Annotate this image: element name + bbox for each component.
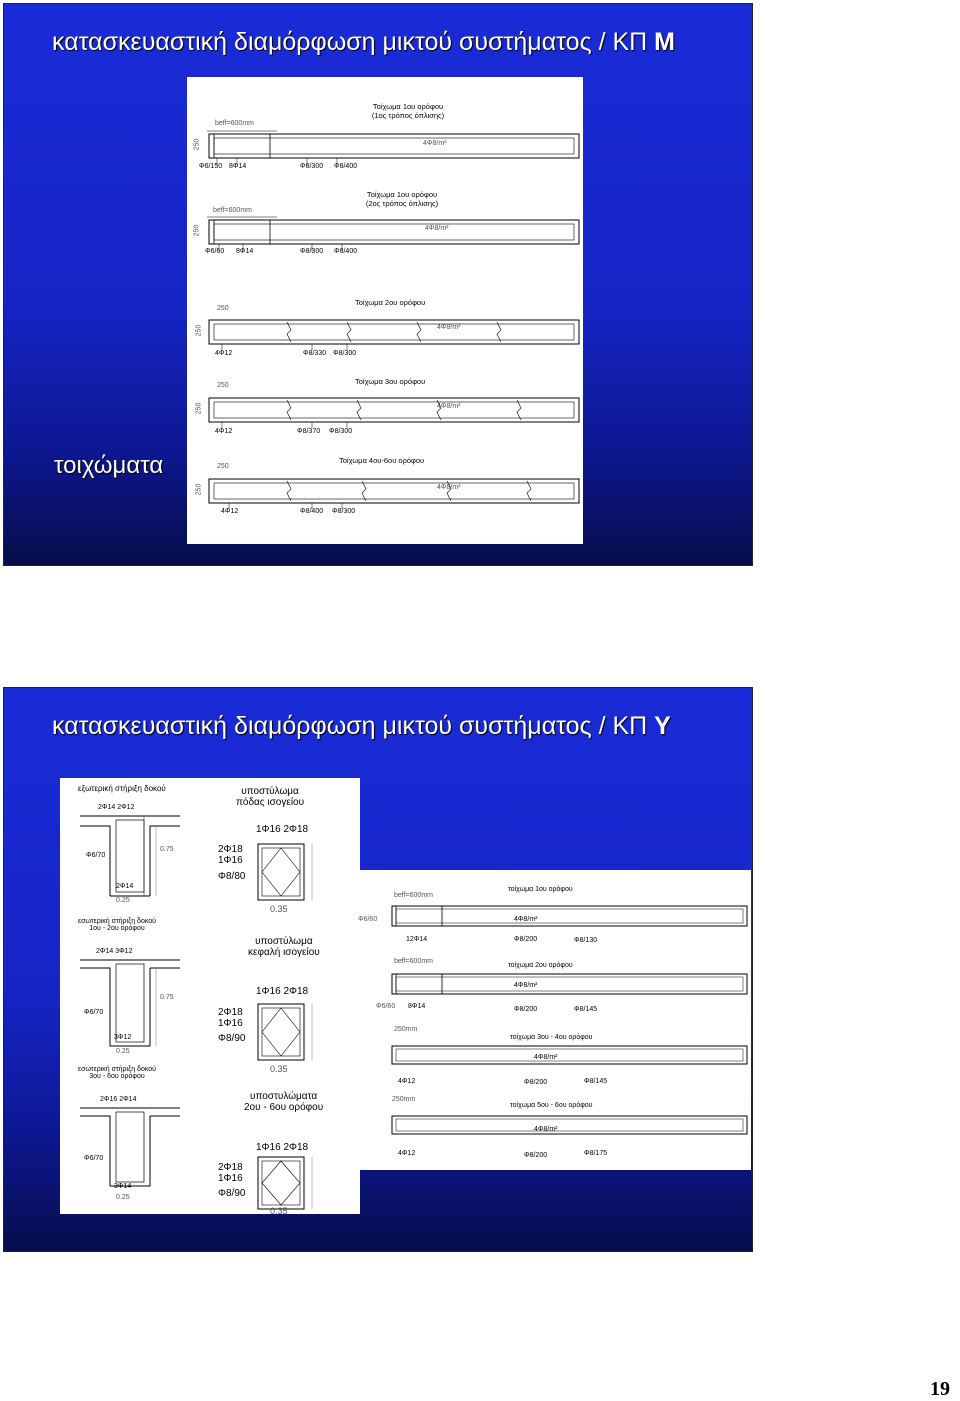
wall1-label-3: Φ8/300 [300,163,324,170]
wall-3-width: 250mm [394,1026,418,1033]
wall-2-beff: beff=600mm [394,958,433,965]
beam-support-1-stirrup: Φ6/70 [86,852,106,859]
beam-supports-panel [60,778,200,1214]
wall1-drawing [187,77,583,177]
column-2-stirrup: Φ8/90 [218,1033,246,1044]
slide-title-axis: Υ [654,712,671,740]
column-2-side1: 2Φ18 [218,1007,243,1018]
wall1-label-1: Φ6/150 [199,163,223,170]
wall2-mesh: 4Φ8/m² [425,225,449,232]
beam-support-3-dim-w: 0.25 [116,1194,130,1201]
wall-1-stirrup-end: Φ6/60 [358,916,378,923]
wall5-mesh: 4Φ8/m² [437,484,461,491]
beam-support-2-top-bars: 2Φ14 3Φ12 [96,948,133,955]
column-1-bars-top: 1Φ16 2Φ18 [256,824,309,835]
wall2-label-3: Φ8/300 [300,248,324,255]
wall1-label-4: Φ8/400 [334,163,358,170]
wall-2-label-1: 8Φ14 [408,1003,426,1010]
wall4-thickness: 250 [195,402,203,415]
wall-1-drawing [356,898,751,958]
column-3-title: υποστυλώματα 2ου - 6ου ορόφου [244,1091,324,1113]
wall4-width: 250 [217,382,229,389]
wall-3-mesh: 4Φ8/m² [534,1054,558,1061]
slide-title [52,28,675,57]
walls-panel [356,870,751,1170]
wall-3-label-3: Φ8/145 [584,1078,608,1085]
wall-1-mesh: 4Φ8/m² [514,916,538,923]
wall3-width: 250 [217,305,229,312]
wall5-title: Τοίχωμα 4ου-6ου ορόφου [339,456,425,465]
wall2-label-4: Φ8/400 [334,248,358,255]
wall1-mesh: 4Φ8/m² [423,140,447,147]
wall4-drawing [187,380,583,460]
column-2-title: υποστύλωμα κεφαλή ισογείου [248,936,320,958]
column-3-side2: 1Φ16 [218,1173,243,1184]
beam-support-1-title: εξωτερική στήριξη δοκού [78,784,166,793]
wall5-drawing [187,462,583,542]
wall-3-title: τοίχωμα 3ου - 4ου ορόφου [510,1034,593,1041]
slide-wall-reinforcement-m [3,3,753,566]
wall3-label-1: 4Φ12 [215,350,233,357]
beam-support-2-bottom: 3Φ12 [114,1034,132,1041]
wall1-title-line1: Τοίχωμα 1ου ορόφου [372,102,444,111]
column-3-dim: 0.35 [270,1206,288,1216]
wall4-label-1: 4Φ12 [215,428,233,435]
column-1-stirrup: Φ8/80 [218,871,246,882]
wall-3-drawing [356,1040,751,1076]
wall-3-label-1: 4Φ12 [398,1078,416,1085]
side-label-walls: τοιχώματα [54,452,164,479]
column-1-side1: 2Φ18 [218,844,243,855]
wall4-label-3: Φ8/300 [329,428,353,435]
page-number: 19 [930,1378,950,1400]
wall-2-label-3: Φ8/145 [574,1006,598,1013]
beam-support-3-title: εσωτερική στήριξη δοκού 3ου - 6ου ορόφου [78,1066,156,1080]
beam-support-2-title: εσωτερική στήριξη δοκού 1ου - 2ου ορόφου [78,918,156,932]
wall5-label-2: Φ8/400 [300,508,324,515]
wall-4-label-3: Φ8/175 [584,1150,608,1157]
wall-1-title: τοίχωμα 1ου ορόφου [508,886,573,893]
column-2-bars-top: 1Φ16 2Φ18 [256,986,309,997]
wall-4-drawing [356,1110,751,1150]
wall2-thickness: 250 [193,224,201,237]
wall-1-label-1: 12Φ14 [406,936,428,943]
slide-reinforcement-y [3,687,753,1252]
column-3-stirrup: Φ8/90 [218,1188,246,1199]
wall-2-drawing [356,966,751,1006]
slide-title-text: κατασκευαστική διαμόρφωση μικτού συστήματος / ΚΠ [52,28,648,56]
wall-4-mesh: 4Φ8/m² [534,1126,558,1133]
beam-support-3-stirrup: Φ6/70 [84,1155,104,1162]
wall3-mesh: 4Φ8/m² [437,324,461,331]
wall-4-width: 250mm [392,1096,416,1103]
beam-support-2-dim-h: 0.75 [160,994,174,1001]
wall2-beff: beff=600mm [213,207,252,214]
column-3-bars-top: 1Φ16 2Φ18 [256,1142,309,1153]
beam-support-3-bottom: 3Φ14 [114,1183,132,1190]
wall5-thickness: 250 [195,483,203,496]
wall3-drawing [187,302,583,382]
slide-title [52,712,671,741]
wall1-label-2: 8Φ14 [229,163,247,170]
wall3-label-2: Φ8/330 [303,350,327,357]
wall-1-beff: beff=600mm [394,892,433,899]
wall1-title-line2: (1ος τρόπος όπλισης) [371,111,445,120]
beam-support-1-bottom: 2Φ14 [116,883,134,890]
wall-2-stirrup-end: Φ6/60 [376,1003,396,1010]
wall-4-label-1: 4Φ12 [398,1150,416,1157]
wall3-title: Τοίχωμα 2ου ορόφου [355,298,426,307]
wall4-title: Τοίχωμα 3ου ορόφου [355,377,426,386]
wall-4-title: τοίχωμα 5ου - 6ου ορόφου [510,1102,593,1109]
wall-2-title: τοίχωμα 2ου ορόφου [508,962,573,969]
column-2-side2: 1Φ16 [218,1018,243,1029]
wall4-label-2: Φ8/370 [297,428,321,435]
wall5-label-3: Φ8/300 [332,508,356,515]
wall-2-label-2: Φ8/200 [514,1006,538,1013]
wall3-thickness: 250 [195,324,203,337]
beam-support-2-drawing [60,918,200,1048]
slide-title-text: κατασκευαστική διαμόρφωση μικτού συστήματος / ΚΠ [52,712,648,740]
wall-2-mesh: 4Φ8/m² [514,982,538,989]
column-3-side1: 2Φ18 [218,1162,243,1173]
wall3-label-3: Φ8/300 [333,350,357,357]
wall1-beff: beff=600mm [215,120,254,127]
beam-support-1-dim-w: 0.25 [116,897,130,904]
wall-4-label-2: Φ8/200 [524,1152,548,1159]
beam-support-3-drawing [60,1066,200,1196]
column-2-dim: 0.35 [270,1064,288,1074]
beam-support-2-stirrup: Φ6/70 [84,1009,104,1016]
beam-support-1-dim-h: 0.75 [160,846,174,853]
column-1-side2: 1Φ16 [218,855,243,866]
slide-title-axis: Μ [654,28,675,56]
column-1-dim: 0.35 [270,904,288,914]
wall5-width: 250 [217,463,229,470]
wall-drawings-panel [187,77,583,544]
wall5-label-1: 4Φ12 [221,508,239,515]
beam-support-3-top-bars: 2Φ16 2Φ14 [100,1096,137,1103]
wall2-title-line1: Τοίχωμα 1ου ορόφου [366,190,438,199]
wall4-mesh: 4Φ8/m² [437,403,461,410]
wall2-label-1: Φ6/60 [205,248,225,255]
wall-3-label-2: Φ8/200 [524,1079,548,1086]
wall1-thickness: 250 [193,138,201,151]
wall-1-label-2: Φ8/200 [514,936,538,943]
beam-support-2-dim-w: 0.25 [116,1048,130,1055]
wall-1-label-3: Φ8/130 [574,937,598,944]
wall2-label-2: 8Φ14 [236,248,254,255]
beam-support-1-top-bars: 2Φ14 2Φ12 [98,804,135,811]
beam-support-1-drawing [60,778,200,898]
columns-panel [200,778,360,1214]
column-1-title: υποστύλωμα πόδας ισογείου [236,786,305,808]
wall2-title-line2: (2ος τρόπος όπλισης) [365,199,439,208]
